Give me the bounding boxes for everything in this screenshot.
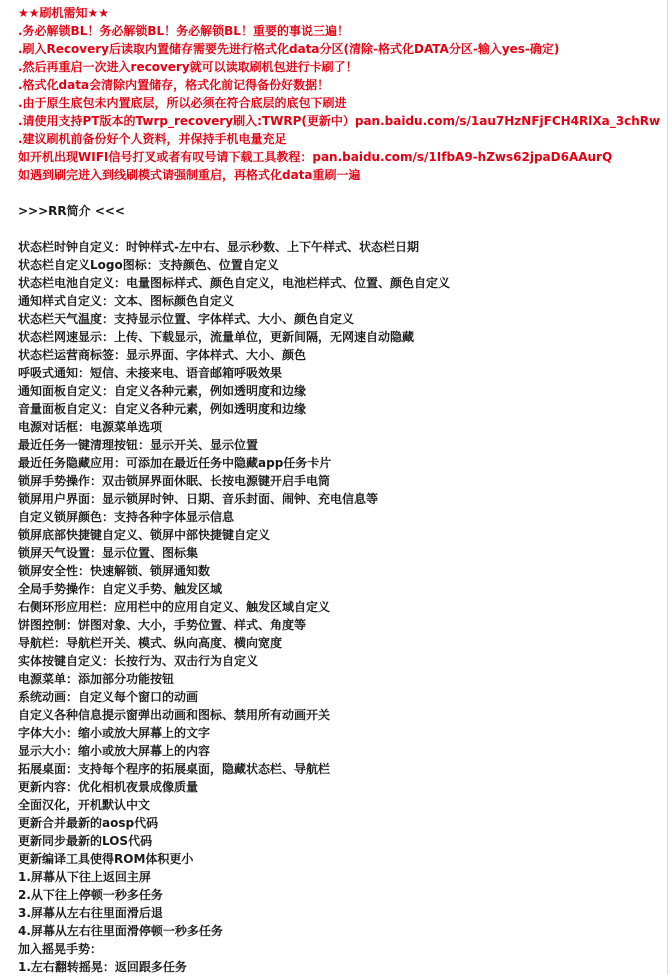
notice-list [18,22,663,184]
feature-item: 锁屏用户界面：显示锁屏时钟、日期、音乐封面、闹钟、充电信息等 [18,492,379,506]
blank-line [18,184,663,202]
notice-line: 如遇到刷完进入到线刷模式请强制重启，再格式化data重刷一遍 [18,168,361,182]
feature-item: 自定义锁屏颜色：支持各种字体显示信息 [18,510,235,524]
feature-item: 锁屏安全性：快速解锁、锁屏通知数 [18,564,211,578]
feature-item: 加入摇晃手势： [18,942,103,956]
feature-item: 锁屏手势操作：双击锁屏界面休眠、长按电源键开启手电筒 [18,474,331,488]
notice-line: .格式化data会清除内置储存，格式化前记得备份好数据！ [18,78,330,92]
feature-item: 4.屏幕从左右往里面滑停顿一秒多任务 [18,924,223,938]
feature-item: 状态栏网速显示：上传、下载显示，流量单位，更新间隔，无网速自动隐藏 [18,330,415,344]
feature-item: 系统动画：自定义每个窗口的动画 [18,690,199,704]
notice-line: .由于原生底包未内置底层，所以必须在符合底层的底包下刷进 [18,96,347,110]
feature-item: 显示大小：缩小或放大屏幕上的内容 [18,744,211,758]
feature-item: 电源菜单：添加部分功能按钮 [18,672,175,686]
notice-title: ★★刷机需知★★ [18,6,110,20]
notice-line: .然后再重启一次进入recovery就可以读取刷机包进行卡刷了！ [18,60,358,74]
feature-item: 更新同步最新的LOS代码 [18,834,153,848]
feature-item: 状态栏电池自定义：电量图标样式、颜色自定义，电池栏样式、位置、颜色自定义 [18,276,451,290]
feature-item: 状态栏运营商标签：显示界面、字体样式、大小、颜色 [18,348,307,362]
feature-item: 音量面板自定义：自定义各种元素，例如透明度和边缘 [18,402,307,416]
feature-list [18,238,663,976]
feature-item: 全局手势操作：自定义手势、触发区域 [18,582,223,596]
feature-item: 更新内容：优化相机夜景成像质量 [18,780,199,794]
feature-item: 全面汉化，开机默认中文 [18,798,151,812]
feature-item: 状态栏时钟自定义：时钟样式-左中右、显示秒数、上下午样式、状态栏日期 [18,240,419,254]
intro-heading: >>>RR简介 <<< [18,204,125,218]
feature-item: 3.屏幕从左右往里面滑后退 [18,906,163,920]
feature-item: 通知样式自定义：文本、图标颜色自定义 [18,294,235,308]
notice-line: .务必解锁BL！务必解锁BL！务必解锁BL！重要的事说三遍！ [18,24,349,38]
feature-item: 锁屏天气设置：显示位置、图标集 [18,546,199,560]
feature-item: 1.左右翻转摇晃：返回跟多任务 [18,960,187,974]
feature-item: 字体大小：缩小或放大屏幕上的文字 [18,726,211,740]
notice-line: .刷入Recovery后读取内置储存需要先进行格式化data分区(清除-格式化DATA分区-输入yes-确定) [18,42,560,56]
feature-item: 更新合并最新的aosp代码 [18,816,159,830]
feature-item: 最近任务隐藏应用：可添加在最近任务中隐藏app任务卡片 [18,456,332,470]
feature-item: 饼图控制：饼图对象、大小，手势位置、样式、角度等 [18,618,307,632]
blank-line [18,220,663,238]
post-content [18,4,663,976]
feature-item: 实体按键自定义：长按行为、双击行为自定义 [18,654,259,668]
feature-item: 最近任务一键清理按钮：显示开关、显示位置 [18,438,259,452]
notice-line: .建议刷机前备份好个人资料，并保持手机电量充足 [18,132,287,146]
feature-item: 右侧环形应用栏：应用栏中的应用自定义、触发区域自定义 [18,600,331,614]
feature-item: 状态栏天气温度：支持显示位置、字体样式、大小、颜色自定义 [18,312,355,326]
notice-line: 如开机出现WIFI信号打叉或者有叹号请下载工具教程：pan.baidu.com/s/1IfbA9-hZws62jpaD6AAurQ [18,150,613,164]
feature-item: 通知面板自定义：自定义各种元素，例如透明度和边缘 [18,384,307,398]
feature-item: 导航栏：导航栏开关、模式、纵向高度、横向宽度 [18,636,283,650]
feature-item: 拓展桌面：支持每个程序的拓展桌面，隐藏状态栏、导航栏 [18,762,331,776]
notice-line: .请使用支持PT版本的Twrp_recovery刷入:TWRP(更新中）pan.baidu.com/s/1au7HzNFjFCH4RlXa_3chRw [18,114,661,128]
feature-item: 电源对话框：电源菜单选项 [18,420,163,434]
feature-item: 状态栏自定义Logo图标：支持颜色、位置自定义 [18,258,279,272]
feature-item: 更新编译工具使得ROM体积更小 [18,852,194,866]
feature-item: 2.从下往上停顿一秒多任务 [18,888,163,902]
feature-item: 锁屏底部快捷键自定义、锁屏中部快捷键自定义 [18,528,271,542]
feature-item: 1.屏幕从下往上返回主屏 [18,870,151,884]
feature-item: 自定义各种信息提示窗弹出动画和图标、禁用所有动画开关 [18,708,331,722]
feature-item: 呼吸式通知：短信、未接来电、语音邮箱呼吸效果 [18,366,283,380]
